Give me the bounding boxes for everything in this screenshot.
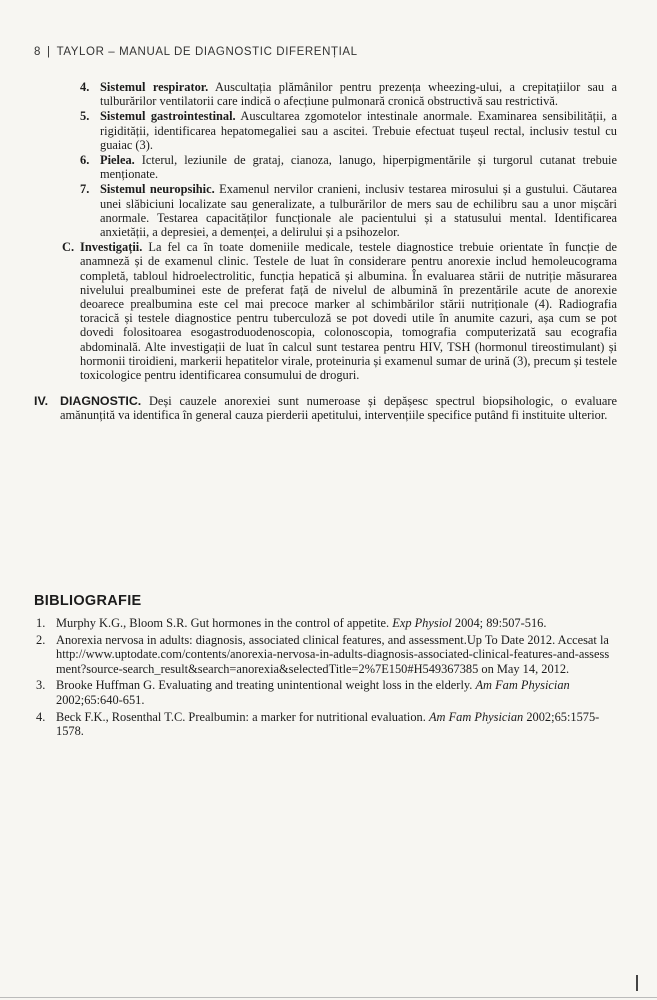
reference-item [0, 616, 657, 631]
item-title: Sistemul gastrointestinal. [100, 109, 236, 124]
reference-citation: 2002;65:640-651. [56, 692, 145, 707]
item-text: Auscultația plămânilor pentru prezența wheezing-ului, a crepitațiilor sau a tulburărilor ventilatorii care indică o afecțiune pulmonară cronică obstructivă sau restrictivă. [100, 80, 617, 109]
section-numeral: IV. [34, 394, 49, 409]
reference-text: Beck F.K., Rosenthal T.C. Prealbumin: a marker for nutritional evaluation. [56, 709, 429, 724]
reference-citation: 2004; 89:507-516. [451, 616, 547, 630]
reference-text: Murphy K.G., Bloom S.R. Gut hormones in the control of appetite. [56, 616, 393, 630]
item-text: Auscultarea zgomotelor intestinale anormale. Examinarea sensibilității, a rigidității, identificarea hepatomegaliei sau a ascitei. Trebuie efectuat tușeul rectal, inclusiv testul cu guaiac (3). [100, 109, 618, 152]
reference-journal: Am Fam Physician [475, 678, 570, 693]
reference-journal: Exp Physiol [392, 616, 452, 630]
running-title: TAYLOR – MANUAL DE DIAGNOSTIC DIFERENȚIAL [56, 46, 358, 58]
item-title: Pielea. [100, 153, 135, 168]
page-number: 8 [34, 46, 41, 58]
item-title: Sistemul respirator. [100, 80, 209, 94]
reference-number: 4. [36, 709, 46, 724]
reference-number: 2. [36, 632, 46, 647]
item-number: 4. [80, 80, 90, 94]
reference-item [0, 633, 657, 677]
exam-item-gastrointestinal [0, 109, 657, 152]
exam-item-respiratory [0, 80, 657, 108]
reference-citation: 2002;65:1575-1578. [56, 709, 600, 739]
reference-text: Anorexia nervosa in adults: diagnosis, associated clinical features, and assessment.Up To Date 2012. Accesat la http://www.uptodate.com/contents/anorexia-nervosa-in-adults-diagnosis-associated-clinical-features-and-assessment?source-search_result&search=anorexia&selectedTitle=2%7E150#H549367385 on May 14, 2012. [56, 632, 610, 676]
section-title: Investigații. [80, 240, 143, 255]
reference-text: Brooke Huffman G. Evaluating and treating unintentional weight loss in the elderly. [56, 678, 476, 693]
reference-number: 3. [36, 678, 46, 693]
reference-journal: Am Fam Physician [428, 709, 524, 724]
reference-item [0, 710, 657, 739]
page-bottom-edge [0, 997, 657, 998]
section-diagnostic [0, 394, 657, 422]
header-separator: | [47, 46, 51, 58]
section-text: Deși cauzele anorexiei sunt numeroase și depășesc spectrul biopsihologic, o evaluare amănunțită va identifica în general cauza pierderii apetitului, intervențiile specifice putând fi instituite ulterior. [60, 394, 617, 423]
page-body [0, 80, 657, 423]
reference-item [0, 678, 657, 707]
section-letter: C. [62, 240, 75, 255]
reference-number: 1. [36, 616, 46, 630]
exam-item-skin [0, 153, 657, 181]
bibliography-heading: BIBLIOGRAFIE [34, 593, 142, 609]
exam-item-neuropsychic [0, 182, 657, 239]
bibliography-list [0, 616, 657, 741]
item-text: Icterul, leziunile de grataj, cianoza, lanugo, hiperpigmentările și turgorul cutanat trebuie menționate. [100, 153, 617, 182]
item-number: 6. [80, 153, 90, 168]
section-investigations [0, 240, 657, 382]
section-text: La fel ca în toate domeniile medicale, testele diagnostice trebuie orientate în funcție de anamneză și de examenul clinic. Testele de luat în considerare pentru anorexie includ hemoleucograma completă, tabloul hidroelectrolitic, funcția hepatică și albumina. În evaluarea stării de nutriție măsurarea nivelului prealbuminei este de preferat față de nivelul de albumină în prezentările acute de anorexie deoarece prealbumina este cel mai precoce marker al schimbărilor stării nutriționale (4). Radiografia toracică și testele diagnostice pentru tuberculoză se pot dovedi utile în anumite cazuri, așa cum se pot dovedi folositoarea esogastroduodenoscopia, colonoscopia, tomografia computerizată sau ecografia abdominală. Alte investigații de luat în calcul sunt testarea pentru HIV, TSH (hormonul tireostimulant) și hormonii tiroidieni, markerii hepatitelor virale, proteinuria și examenul sumar de urină (3), precum și testele toxicologice pentru identificarea consumului de droguri. [80, 240, 617, 383]
running-header [34, 46, 358, 58]
page-edge-mark [636, 975, 638, 991]
section-title: DIAGNOSTIC. [60, 394, 142, 409]
item-number: 5. [80, 109, 90, 124]
item-text: Examenul nervilor cranieni, inclusiv testarea mirosului și a gustului. Căutarea unei slăbiciuni localizate sau generalizate, a tulburărilor de mers sau de echilibru sau a unor mișcări anormale. Testarea capacităților funcționale ale pacientului și a statusului mental. Identificarea anxietății, a depresiei, a demenței, a delirului și a psihozelor. [100, 182, 617, 240]
item-number: 7. [80, 182, 90, 197]
item-title: Sistemul neuropsihic. [100, 182, 215, 197]
